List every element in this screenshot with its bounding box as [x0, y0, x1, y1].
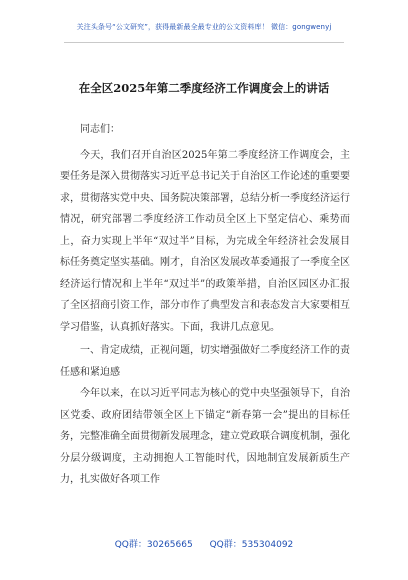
section-heading: 一、肯定成绩，正视问题，切实增强做好二季度经济工作的责任感和紧迫感	[60, 345, 350, 378]
document-title: 在全区2025年第二季度经济工作调度会上的讲话	[78, 81, 330, 95]
footer-qq-group-1: QQ群：30265665	[114, 540, 193, 550]
paragraph-section-1: 今年以来，在以习近平同志为核心的党中央坚强领导下，自治区党委、政府团结带领全区上下锚定“新春第一会”提出的目标任务，完整准确全面贯彻新发展理念，建立党政联合调度机制，强化分层分级调度，主动拥抱人工智能时代，因地制宜发展新质生产力，扎实做好各项工作	[60, 388, 350, 485]
header-note: 关注头条号“公文研究”，获得最新最全最专业的公文资料库！ 微信：gongwenyj	[76, 23, 332, 31]
paragraph-intro: 今天，我们召开自治区2025年第二季度经济工作调度会，主要任务是深入贯彻落实习近平总书记关于自治区工作论述的重要要求，贯彻落实党中央、国务院决策部署，总结分析一季度经济运行情况，研究部署二季度经济工作动员全区上下坚定信心、乘势而上，奋力实现上半年“双过半”目标，为完成全年经济社会发展目标任务奠定坚实基础。刚才，自治区发展改革委通报了一季度全区经济运行情况和上半年“双过半”的政策举措，自治区园区办汇报了全区招商引资工作，部分市作了典型发言和表态发言大家要相互学习借鉴，认真抓好落实。下面，我讲几点意见。	[60, 149, 350, 333]
header-divider	[64, 42, 344, 43]
footer	[0, 537, 408, 550]
footer-qq-group-2: QQ群：535304092	[209, 540, 294, 550]
salutation: 同志们：	[80, 124, 120, 135]
document-body	[60, 119, 350, 491]
